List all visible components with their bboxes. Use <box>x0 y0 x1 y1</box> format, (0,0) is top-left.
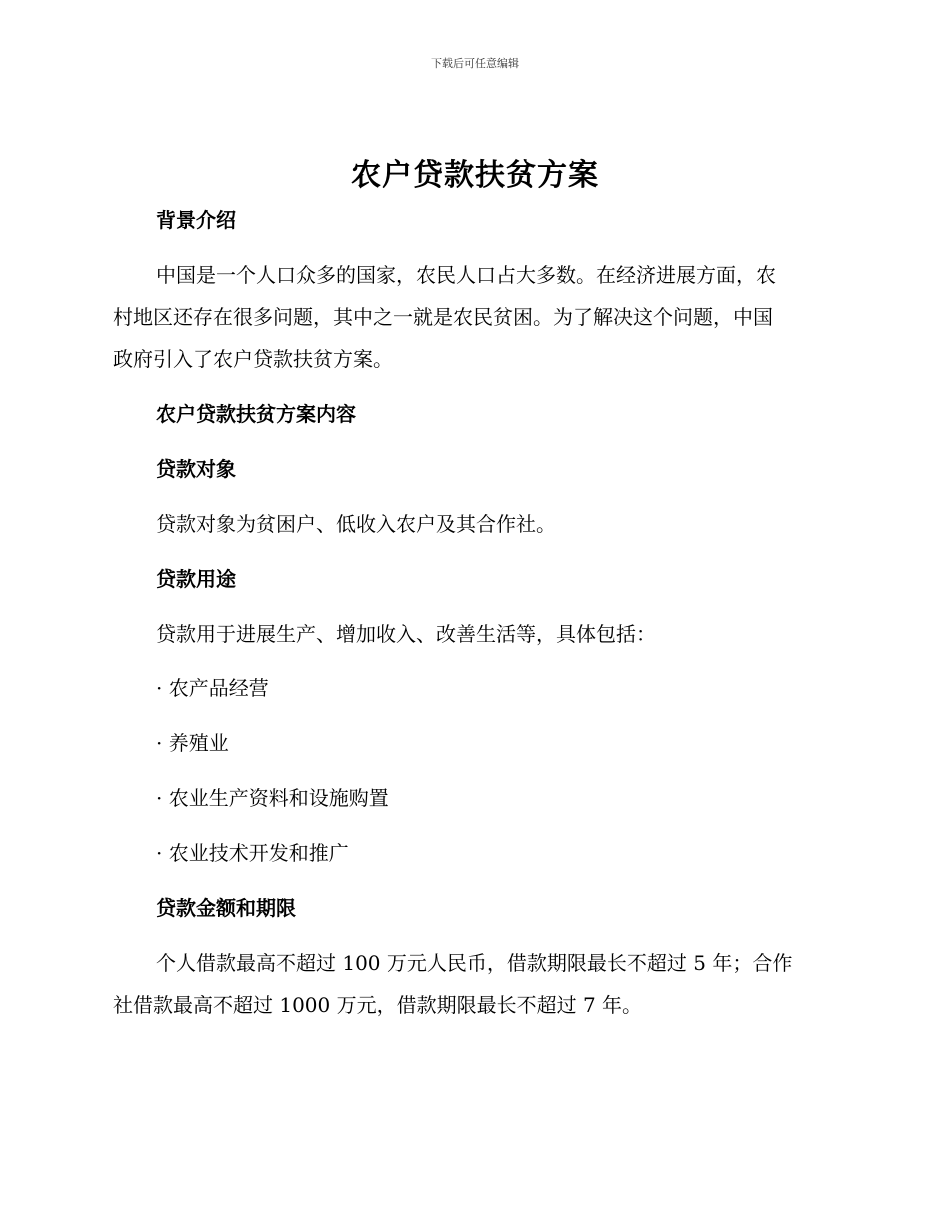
list-item: · 农业生产资料和设施购置 <box>156 786 389 810</box>
section-heading-target: 贷款对象 <box>156 457 236 481</box>
paragraph-line: 政府引入了农户贷款扶贫方案。 <box>113 347 393 371</box>
section-heading-background: 背景介绍 <box>156 208 236 232</box>
paragraph-line: 社借款最高不超过 1000 万元，借款期限最长不超过 7 年。 <box>113 993 643 1017</box>
section-heading-usage: 贷款用途 <box>156 567 236 591</box>
paragraph-line: 贷款对象为贫困户、低收入农户及其合作社。 <box>156 512 556 536</box>
paragraph-line: 个人借款最高不超过 100 万元人民币，借款期限最长不超过 5 年；合作 <box>156 951 793 975</box>
list-item: · 养殖业 <box>156 731 229 755</box>
paragraph-line: 村地区还存在很多问题，其中之一就是农民贫困。为了解决这个问题，中国 <box>113 305 773 329</box>
list-item: · 农业技术开发和推广 <box>156 841 349 865</box>
page-header-note: 下载后可任意编辑 <box>431 57 519 70</box>
section-heading-amount: 贷款金额和期限 <box>156 896 296 920</box>
list-item: · 农产品经营 <box>156 676 269 700</box>
paragraph-line: 贷款用于进展生产、增加收入、改善生活等，具体包括： <box>156 622 656 646</box>
paragraph-line: 中国是一个人口众多的国家，农民人口占大多数。在经济进展方面，农 <box>156 263 776 287</box>
section-heading-content: 农户贷款扶贫方案内容 <box>156 402 356 426</box>
document-title: 农户贷款扶贫方案 <box>351 158 599 193</box>
